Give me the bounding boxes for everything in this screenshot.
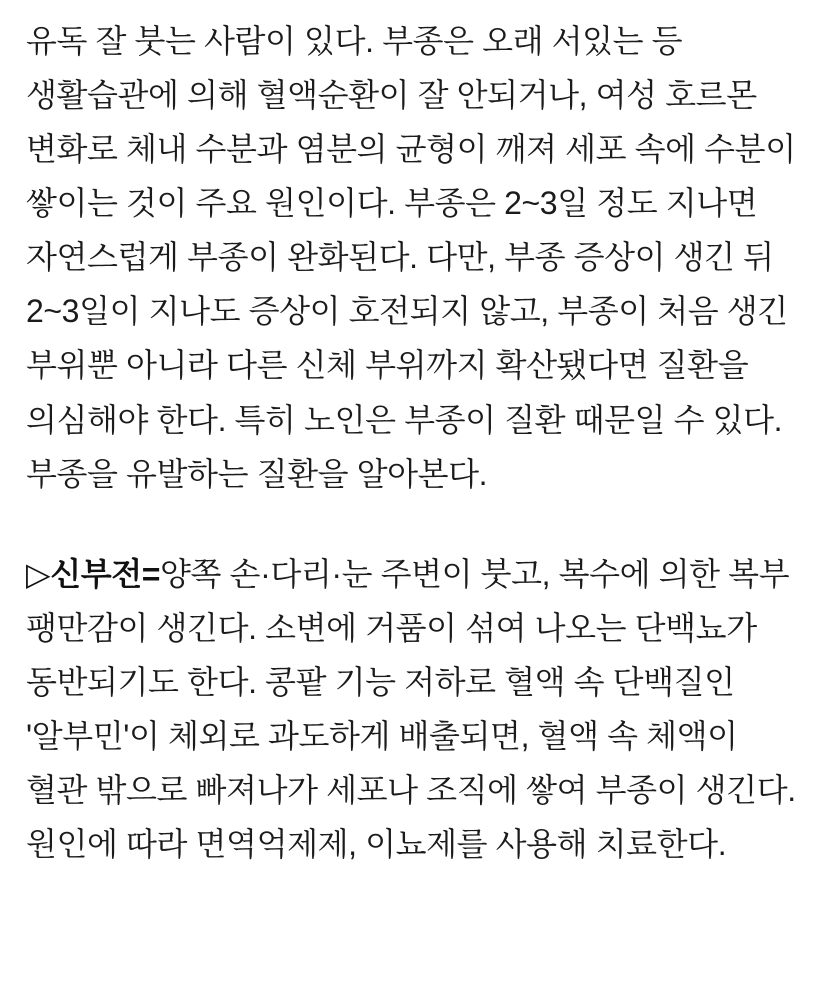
paragraph-kidney-failure [26, 547, 804, 871]
section-marker-kidney-failure: ▷신부전= [26, 555, 161, 592]
section-text-kidney-failure: 양쪽 손·다리·눈 주변이 붓고, 복수에 의한 복부 팽만감이 생긴다. 소변에 거품이 섞여 나오는 단백뇨가 동반되기도 한다. 콩팥 기능 저하로 혈액 속 단백질인 '알부민'이 체외로 과도하게 배출되면, 혈액 속 체액이 혈관 밖으로 빠져나가 세포나 조직에 쌓여 부종이 생긴다. 원인에 따라 면역억제제, 이뇨제를 사용해 치료한다. [26, 555, 796, 863]
paragraph-intro: 유독 잘 붓는 사람이 있다. 부종은 오래 서있는 등 생활습관에 의해 혈액순환이 잘 안되거나, 여성 호르몬 변화로 체내 수분과 염분의 균형이 깨져 세포 속에 수분이 쌓이는 것이 주요 원인이다. 부종은 2~3일 정도 지나면 자연스럽게 부종이 완화된다. 다만, 부종 증상이 생긴 뒤 2~3일이 지나도 증상이 호전되지 않고, 부종이 처음 생긴 부위뿐 아니라 다른 신체 부위까지 확산됐다면 질환을 의심해야 한다. 특히 노인은 부종이 질환 때문일 수 있다. 부종을 유발하는 질환을 알아본다. [26, 23, 796, 492]
